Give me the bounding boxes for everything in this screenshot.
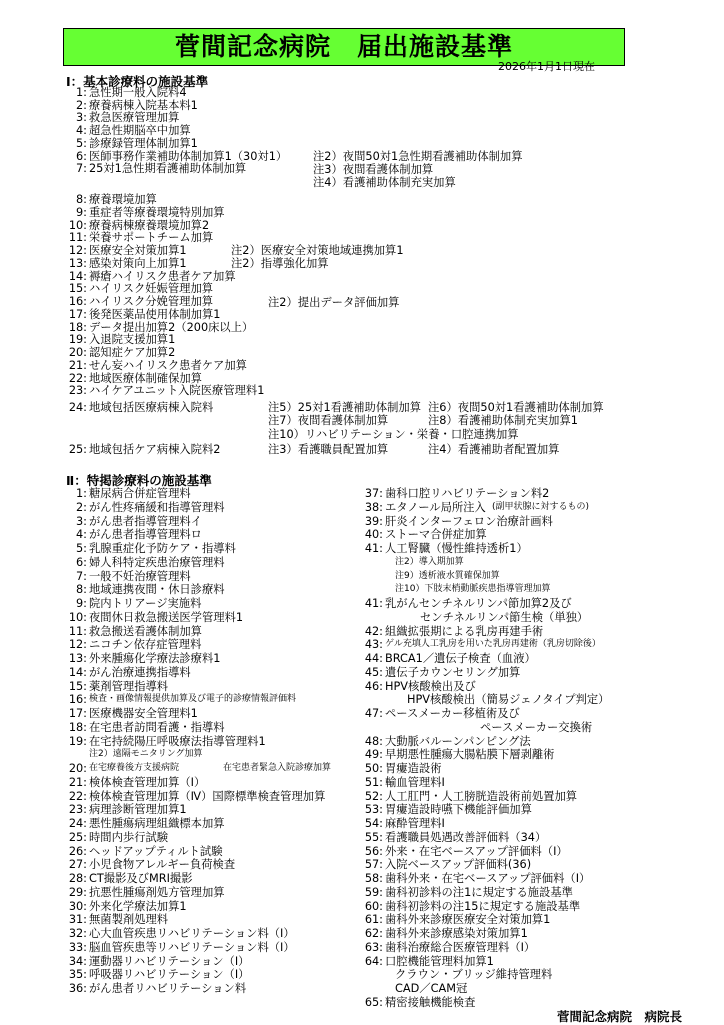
item-number: 44:	[364, 652, 383, 665]
item-number: 48:	[364, 735, 383, 748]
item-number: 12:	[68, 244, 87, 257]
item-label: 呼吸器リハビリテーション（Ⅰ）	[89, 968, 250, 981]
item-label: データ提出加算2（200床以上）	[89, 321, 254, 334]
item-number: 17:	[68, 308, 87, 321]
item-label: 輸血管理料Ⅰ	[385, 776, 445, 789]
item-number: 43:	[364, 638, 383, 651]
item20-note: 在宅患者緊急入院診療加算	[223, 763, 332, 773]
item-number: 5:	[76, 137, 87, 150]
item-number: 1:	[76, 86, 87, 99]
page-title: 菅間記念病院 届出施設基準	[63, 28, 625, 66]
item-number: 57:	[364, 858, 383, 871]
item-label: 地域医療体制確保加算	[89, 372, 202, 385]
item-number: 18:	[68, 321, 87, 334]
item-label: 診療録管理体制加算1	[89, 137, 198, 150]
item-label: 心大血管疾患リハビリテーション料（Ⅰ）	[89, 927, 295, 940]
signature: 菅間記念病院 病院長	[557, 1009, 683, 1024]
item-number: 53:	[364, 803, 383, 816]
item-number: 56:	[364, 845, 383, 858]
item-label: 胃瘻造設時嚥下機能評価加算	[385, 803, 532, 816]
item-label: 夜間休日救急搬送医学管理料1	[89, 611, 244, 624]
note-n25b: 注4）看護補助者配置加算	[428, 443, 560, 456]
item-label: 歯科外来診療感染対策加算1	[385, 927, 528, 940]
item-label: 糖尿病合併症管理料	[89, 487, 191, 500]
item-label: ハイケアユニット入院医療管理料1	[89, 384, 265, 397]
item-number: 47:	[364, 707, 383, 720]
item-number: 55:	[364, 831, 383, 844]
item-number: 20:	[68, 762, 87, 775]
item-label: 25対1急性期看護補助体制加算	[89, 162, 247, 175]
item-number: 58:	[364, 872, 383, 885]
item-label: ニコチン依存症管理料	[89, 638, 202, 651]
note-n16: 注2）提出データ評価加算	[268, 296, 400, 309]
item-label: ゲル充填人工乳房を用いた乳房再建術（乳房切除後）	[385, 639, 601, 649]
note-n24e: 注10）リハビリテーション・栄養・口腔連携加算	[268, 428, 519, 441]
item-label: 口腔機能管理料加算1	[385, 955, 494, 968]
item-label: 人工腎臓（慢性維持透析1）	[385, 542, 528, 555]
item-label: せん妄ハイリスク患者ケア加算	[89, 359, 247, 372]
item-label: 検体検査管理加算（Ⅰ）	[89, 776, 206, 789]
item-number: 20:	[68, 346, 87, 359]
section1-heading: Ⅰ：基本診療料の施設基準	[66, 74, 209, 89]
item-label: 抗悪性腫瘍剤処方管理加算	[89, 886, 225, 899]
item-label: 注2）遠隔モニタリング加算	[89, 749, 203, 759]
item-label: 歯科治療総合医療管理料（Ⅰ）	[385, 941, 536, 954]
effective-date: 2026年1月1日現在	[498, 60, 595, 73]
item-label: 乳がんセンチネルリンパ節加算2及び	[385, 597, 572, 610]
item-number: 18:	[68, 721, 87, 734]
item-number: 7:	[76, 570, 87, 583]
item-label: 入院ベースアップ評価料(36)	[385, 858, 532, 871]
note-n7b: 注4）看護補助体制充実加算	[313, 176, 456, 189]
item-number: 39:	[364, 515, 383, 528]
item-label: 看護職員処遇改善評価料（34）	[385, 831, 547, 844]
item-number: 29:	[68, 886, 87, 899]
item-number: 23:	[68, 384, 87, 397]
item-label: 外来化学療法加算1	[89, 900, 187, 913]
item-label: 在宅患者訪問看護・指導料	[89, 721, 225, 734]
item-number: 50:	[364, 762, 383, 775]
item-label: 療養病棟療養環境加算2	[89, 219, 210, 232]
item-label: 後発医薬品使用体制加算1	[89, 308, 221, 321]
item-label: 早期悪性腫瘍大腸粘膜下層剥離術	[385, 748, 555, 761]
item-number: 28:	[68, 872, 87, 885]
item-number: 4:	[76, 124, 87, 137]
item-label: 病理診断管理加算1	[89, 803, 187, 816]
item-number: 65:	[364, 996, 383, 1009]
item-label: 注2）導入期加算	[395, 557, 464, 567]
item-number: 6:	[76, 150, 87, 163]
item-label: 歯科口腔リハビリテーション料2	[385, 487, 550, 500]
item-number: 36:	[68, 982, 87, 995]
item-number: 14:	[68, 666, 87, 679]
item-label: 在宅持続陽圧呼吸療法指導管理料1	[89, 735, 266, 748]
item-number: 60:	[364, 900, 383, 913]
item-label: がん性疼痛緩和指導管理料	[89, 501, 225, 514]
item-number: 21:	[68, 776, 87, 789]
item-number: 3:	[76, 111, 87, 124]
item-number: 54:	[364, 817, 383, 830]
item-label: 感染対策向上加算1	[89, 257, 187, 270]
note-n6: 注2）夜間50対1急性期看護補助体制加算	[313, 150, 523, 163]
item-label: 褥瘡ハイリスク患者ケア加算	[89, 270, 236, 283]
item-label: 大動脈バルーンパンピング法	[385, 735, 531, 748]
item-number: 7:	[76, 162, 87, 175]
item-number: 30:	[68, 900, 87, 913]
item-number: 1:	[76, 487, 87, 500]
item-label: 歯科外来診療医療安全対策加算1	[385, 913, 551, 926]
item-number: 6:	[76, 556, 87, 569]
item-number: 41:	[364, 597, 383, 610]
item-number: 11:	[68, 231, 87, 244]
item-number: 62:	[364, 927, 383, 940]
item-label: 精密接触機能検査	[385, 996, 476, 1009]
item-number: 51:	[364, 776, 383, 789]
note-n24a: 注5）25対1看護補助体制加算	[268, 401, 422, 414]
item-label: 急性期一般入院料4	[89, 86, 187, 99]
item-label: 組織拡張期による乳房再建手術	[385, 625, 544, 638]
item-label: 注10）下肢末梢動脈疾患指導管理加算	[395, 584, 551, 594]
item-label: 救急医療管理加算	[89, 111, 180, 124]
note-n24d: 注8）看護補助体制充実加算1	[428, 414, 578, 427]
item-label: 在宅療養後方支援病院	[89, 763, 180, 773]
note-n25a: 注3）看護職員配置加算	[268, 443, 389, 456]
item-label: 院内トリアージ実施料	[89, 597, 202, 610]
item-number: 63:	[364, 941, 383, 954]
item-label: 栄養サポートチーム加算	[89, 231, 214, 244]
item-number: 41:	[364, 542, 383, 555]
item-label: 外来腫瘍化学療法診療料1	[89, 652, 221, 665]
item-number: 31:	[68, 913, 87, 926]
item-label: 悪性腫瘍病理組織標本加算	[89, 817, 225, 830]
item-label: 医師事務作業補助体制加算1（30対1）	[89, 150, 288, 163]
item-number: 2:	[76, 501, 87, 514]
item-number: 19:	[68, 333, 87, 346]
item-label: 医療機器安全管理料1	[89, 707, 198, 720]
item-label: 胃瘻造設術	[385, 762, 442, 775]
item-label: 脳血管疾患等リハビリテーション料（Ⅰ）	[89, 941, 295, 954]
item-number: 27:	[68, 858, 87, 871]
item-label: 重症者等療養環境特別加算	[89, 206, 225, 219]
item-label: ハイリスク分娩管理加算	[89, 295, 214, 308]
item-number: 42:	[364, 625, 383, 638]
item-number: 14:	[68, 270, 87, 283]
item-label: 地域連携夜間・休日診療料	[89, 583, 225, 596]
item-label: センチネルリンパ節生検（単独）	[420, 611, 589, 624]
item-label: 認知症ケア加算2	[89, 346, 176, 359]
note-n13: 注2）指導強化加算	[231, 257, 329, 270]
item-number: 5:	[76, 542, 87, 555]
item-number: 46:	[364, 680, 383, 693]
item-label: CT撮影及びMRI撮影	[89, 872, 193, 885]
item-number: 9:	[76, 206, 87, 219]
item-number: 35:	[68, 968, 87, 981]
item-label: がん患者リハビリテーション料	[89, 982, 247, 995]
item-label: エタノール局所注入	[385, 501, 486, 514]
item-label: 外来・在宅ベースアップ評価料（Ⅰ）	[385, 845, 568, 858]
item-number: 8:	[76, 193, 87, 206]
item-label: ヘッドアップティルト試験	[89, 845, 223, 858]
item-label: 地域包括ケア病棟入院料2	[89, 443, 221, 456]
item-number: 25:	[68, 443, 87, 456]
item-label: がん患者指導管理料ロ	[89, 528, 202, 541]
item-label: 歯科外来・在宅ベースアップ評価料（Ⅰ）	[385, 872, 591, 885]
item-number: 16:	[68, 693, 87, 706]
item-label: HPV核酸検出及び	[385, 680, 476, 693]
item-label: 救急搬送看護体制加算	[89, 625, 202, 638]
item-label: 人工肛門・人工膀胱造設術前処置加算	[385, 790, 578, 803]
item-number: 40:	[364, 528, 383, 541]
item-number: 22:	[68, 372, 87, 385]
item-label: ペースメーカー交換術	[480, 721, 593, 734]
item-label: 歯科初診料の注1に規定する施設基準	[385, 886, 573, 899]
item-label: 医療安全対策加算1	[89, 244, 187, 257]
item-number: 12:	[68, 638, 87, 651]
item-label: CAD／CAM冠	[395, 982, 468, 995]
item-label: がん治療連携指導料	[89, 666, 191, 679]
item-label: 婦人科特定疾患治療管理料	[89, 556, 225, 569]
section2-heading: Ⅱ：特掲診療料の施設基準	[66, 473, 212, 488]
item-number: 13:	[68, 652, 87, 665]
item-number: 3:	[76, 515, 87, 528]
item-label: 乳腺重症化予防ケア・指導料	[89, 542, 236, 555]
item-label: 一般不妊治療管理料	[89, 570, 191, 583]
item-number: 22:	[68, 790, 87, 803]
item-label: クラウン・ブリッジ維持管理料	[395, 968, 553, 981]
item-number: 17:	[68, 707, 87, 720]
note-n24b: 注6）夜間50対1看護補助体制加算	[428, 401, 604, 414]
item-number: 4:	[76, 528, 87, 541]
item-label: がん患者指導管理料イ	[89, 515, 202, 528]
item-number: 10:	[68, 219, 87, 232]
item-label: 小児食物アレルギー負荷検査	[89, 858, 236, 871]
item-label: 入退院支援加算1	[89, 333, 176, 346]
item-number: 11:	[68, 625, 87, 638]
item-label: 検査・画像情報提供加算及び電子的診療情報評価料	[89, 694, 297, 704]
note-n12: 注2）医療安全対策地域連携加算1	[231, 244, 404, 257]
item-number: 59:	[364, 886, 383, 899]
note-n7a: 注3）夜間看護体制加算	[313, 163, 434, 176]
item-label: 時間内歩行試験	[89, 831, 169, 844]
item-number: 15:	[68, 680, 87, 693]
item-number: 13:	[68, 257, 87, 270]
item-label: 歯科初診料の注15に規定する施設基準	[385, 900, 581, 913]
item-label: 注9）透析液水質確保加算	[395, 571, 500, 581]
item-number: 9:	[76, 597, 87, 610]
item-number: 23:	[68, 803, 87, 816]
item-number: 25:	[68, 831, 87, 844]
item-label: 遺伝子カウンセリング加算	[385, 666, 521, 679]
item38-note: (副甲状腺に対するもの)	[492, 502, 590, 512]
item-label: HPV核酸検出（簡易ジェノタイプ判定）	[407, 693, 610, 706]
item-number: 24:	[68, 817, 87, 830]
item-label: 療養環境加算	[89, 193, 157, 206]
item-number: 37:	[364, 487, 383, 500]
item-label: 無菌製剤処理料	[89, 913, 169, 926]
item-label: 運動器リハビリテーション（Ⅰ）	[89, 955, 250, 968]
note-n24c: 注7）夜間看護体制加算	[268, 414, 389, 427]
item-number: 49:	[364, 748, 383, 761]
item-number: 16:	[68, 295, 87, 308]
item-number: 19:	[68, 735, 87, 748]
item-label: ストーマ合併症加算	[385, 528, 487, 541]
item-number: 10:	[68, 611, 87, 624]
item-label: 肝炎インターフェロン治療計画料	[385, 515, 553, 528]
item-number: 61:	[364, 913, 383, 926]
item-label: BRCA1／遺伝子検査（血液）	[385, 652, 536, 665]
item-number: 2:	[76, 99, 87, 112]
item-number: 34:	[68, 955, 87, 968]
item-number: 24:	[68, 401, 87, 414]
item-number: 21:	[68, 359, 87, 372]
item-number: 64:	[364, 955, 383, 968]
item-number: 52:	[364, 790, 383, 803]
item-label: 麻酔管理料Ⅰ	[385, 817, 445, 830]
item-label: 検体検査管理加算（Ⅳ）国際標準検査管理加算	[89, 790, 326, 803]
item-number: 45:	[364, 666, 383, 679]
item-number: 38:	[364, 501, 383, 514]
item-label: 療養病棟入院基本料1	[89, 99, 198, 112]
item-label: 薬剤管理指導料	[89, 680, 169, 693]
item-number: 26:	[68, 845, 87, 858]
item-number: 32:	[68, 927, 87, 940]
item-number: 33:	[68, 941, 87, 954]
item-label: 地域包括医療病棟入院料	[89, 401, 214, 414]
item-label: ペースメーカー移植術及び	[385, 707, 520, 720]
item-label: 超急性期脳卒中加算	[89, 124, 191, 137]
item-number: 15:	[68, 282, 87, 295]
item-number: 8:	[76, 583, 87, 596]
item-label: ハイリスク妊娠管理加算	[89, 282, 214, 295]
